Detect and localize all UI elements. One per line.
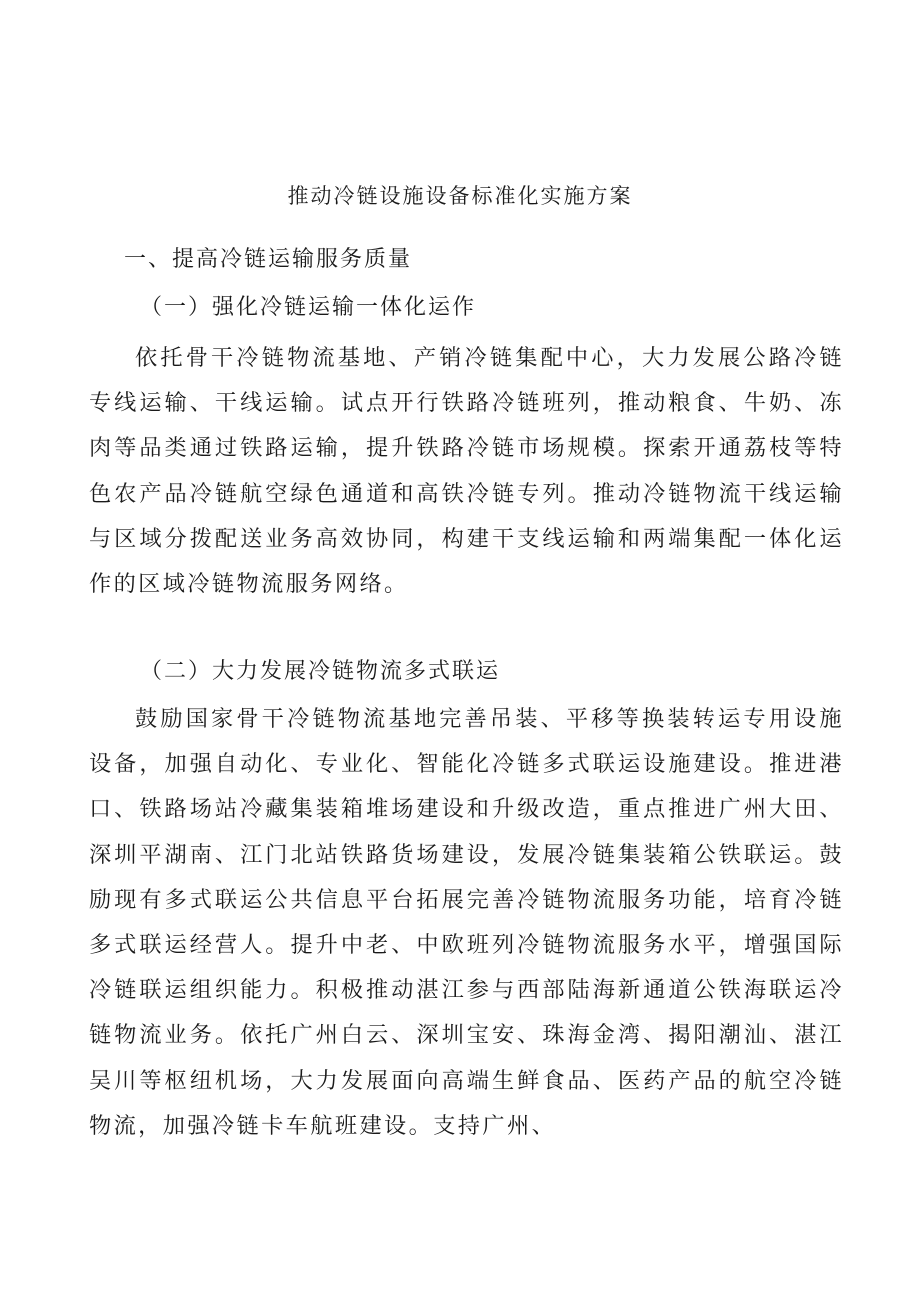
section-heading: 一、提高冷链运输服务质量 — [124, 247, 413, 272]
subsection-heading: （二）大力发展冷链物流多式联运 — [140, 659, 501, 684]
document-title: 推动冷链设施设备标准化实施方案 — [287, 184, 633, 208]
body-paragraph: 依托骨干冷链物流基地、产销冷链集配中心，大力发展公路冷链专线运输、干线运输。试点开行铁路冷链班列，推动粮食、牛奶、冻肉等品类通过铁路运输，提升铁路冷链市场规模。探索开通荔枝等特色农产品冷链航空绿色通道和高铁冷链专列。推动冷链物流干线运输与区域分拨配送业务高效协同，构建干支线运输和两端集配一体化运作的区域冷链物流服务网络。 — [89, 345, 844, 598]
subsection-heading: （一）强化冷链运输一体化运作 — [140, 295, 477, 320]
body-paragraph: 鼓励国家骨干冷链物流基地完善吊装、平移等换装转运专用设施设备，加强自动化、专业化、智能化冷链多式联运设施建设。推进港口、铁路场站冷藏集装箱堆场建设和升级改造，重点推进广州大田、深圳平湖南、江门北站铁路货场建设，发展冷链集装箱公铁联运。鼓励现有多式联运公共信息平台拓展完善冷链物流服务功能，培育冷链多式联运经营人。提升中老、中欧班列冷链物流服务水平，增强国际冷链联运组织能力。积极推动湛江参与西部陆海新通道公铁海联运冷链物流业务。依托广州白云、深圳宝安、珠海金湾、揭阳潮汕、湛江吴川等枢纽机场，大力发展面向高端生鲜食品、医药产品的航空冷链物流，加强冷链卡车航班建设。支持广州、 — [89, 706, 844, 1139]
